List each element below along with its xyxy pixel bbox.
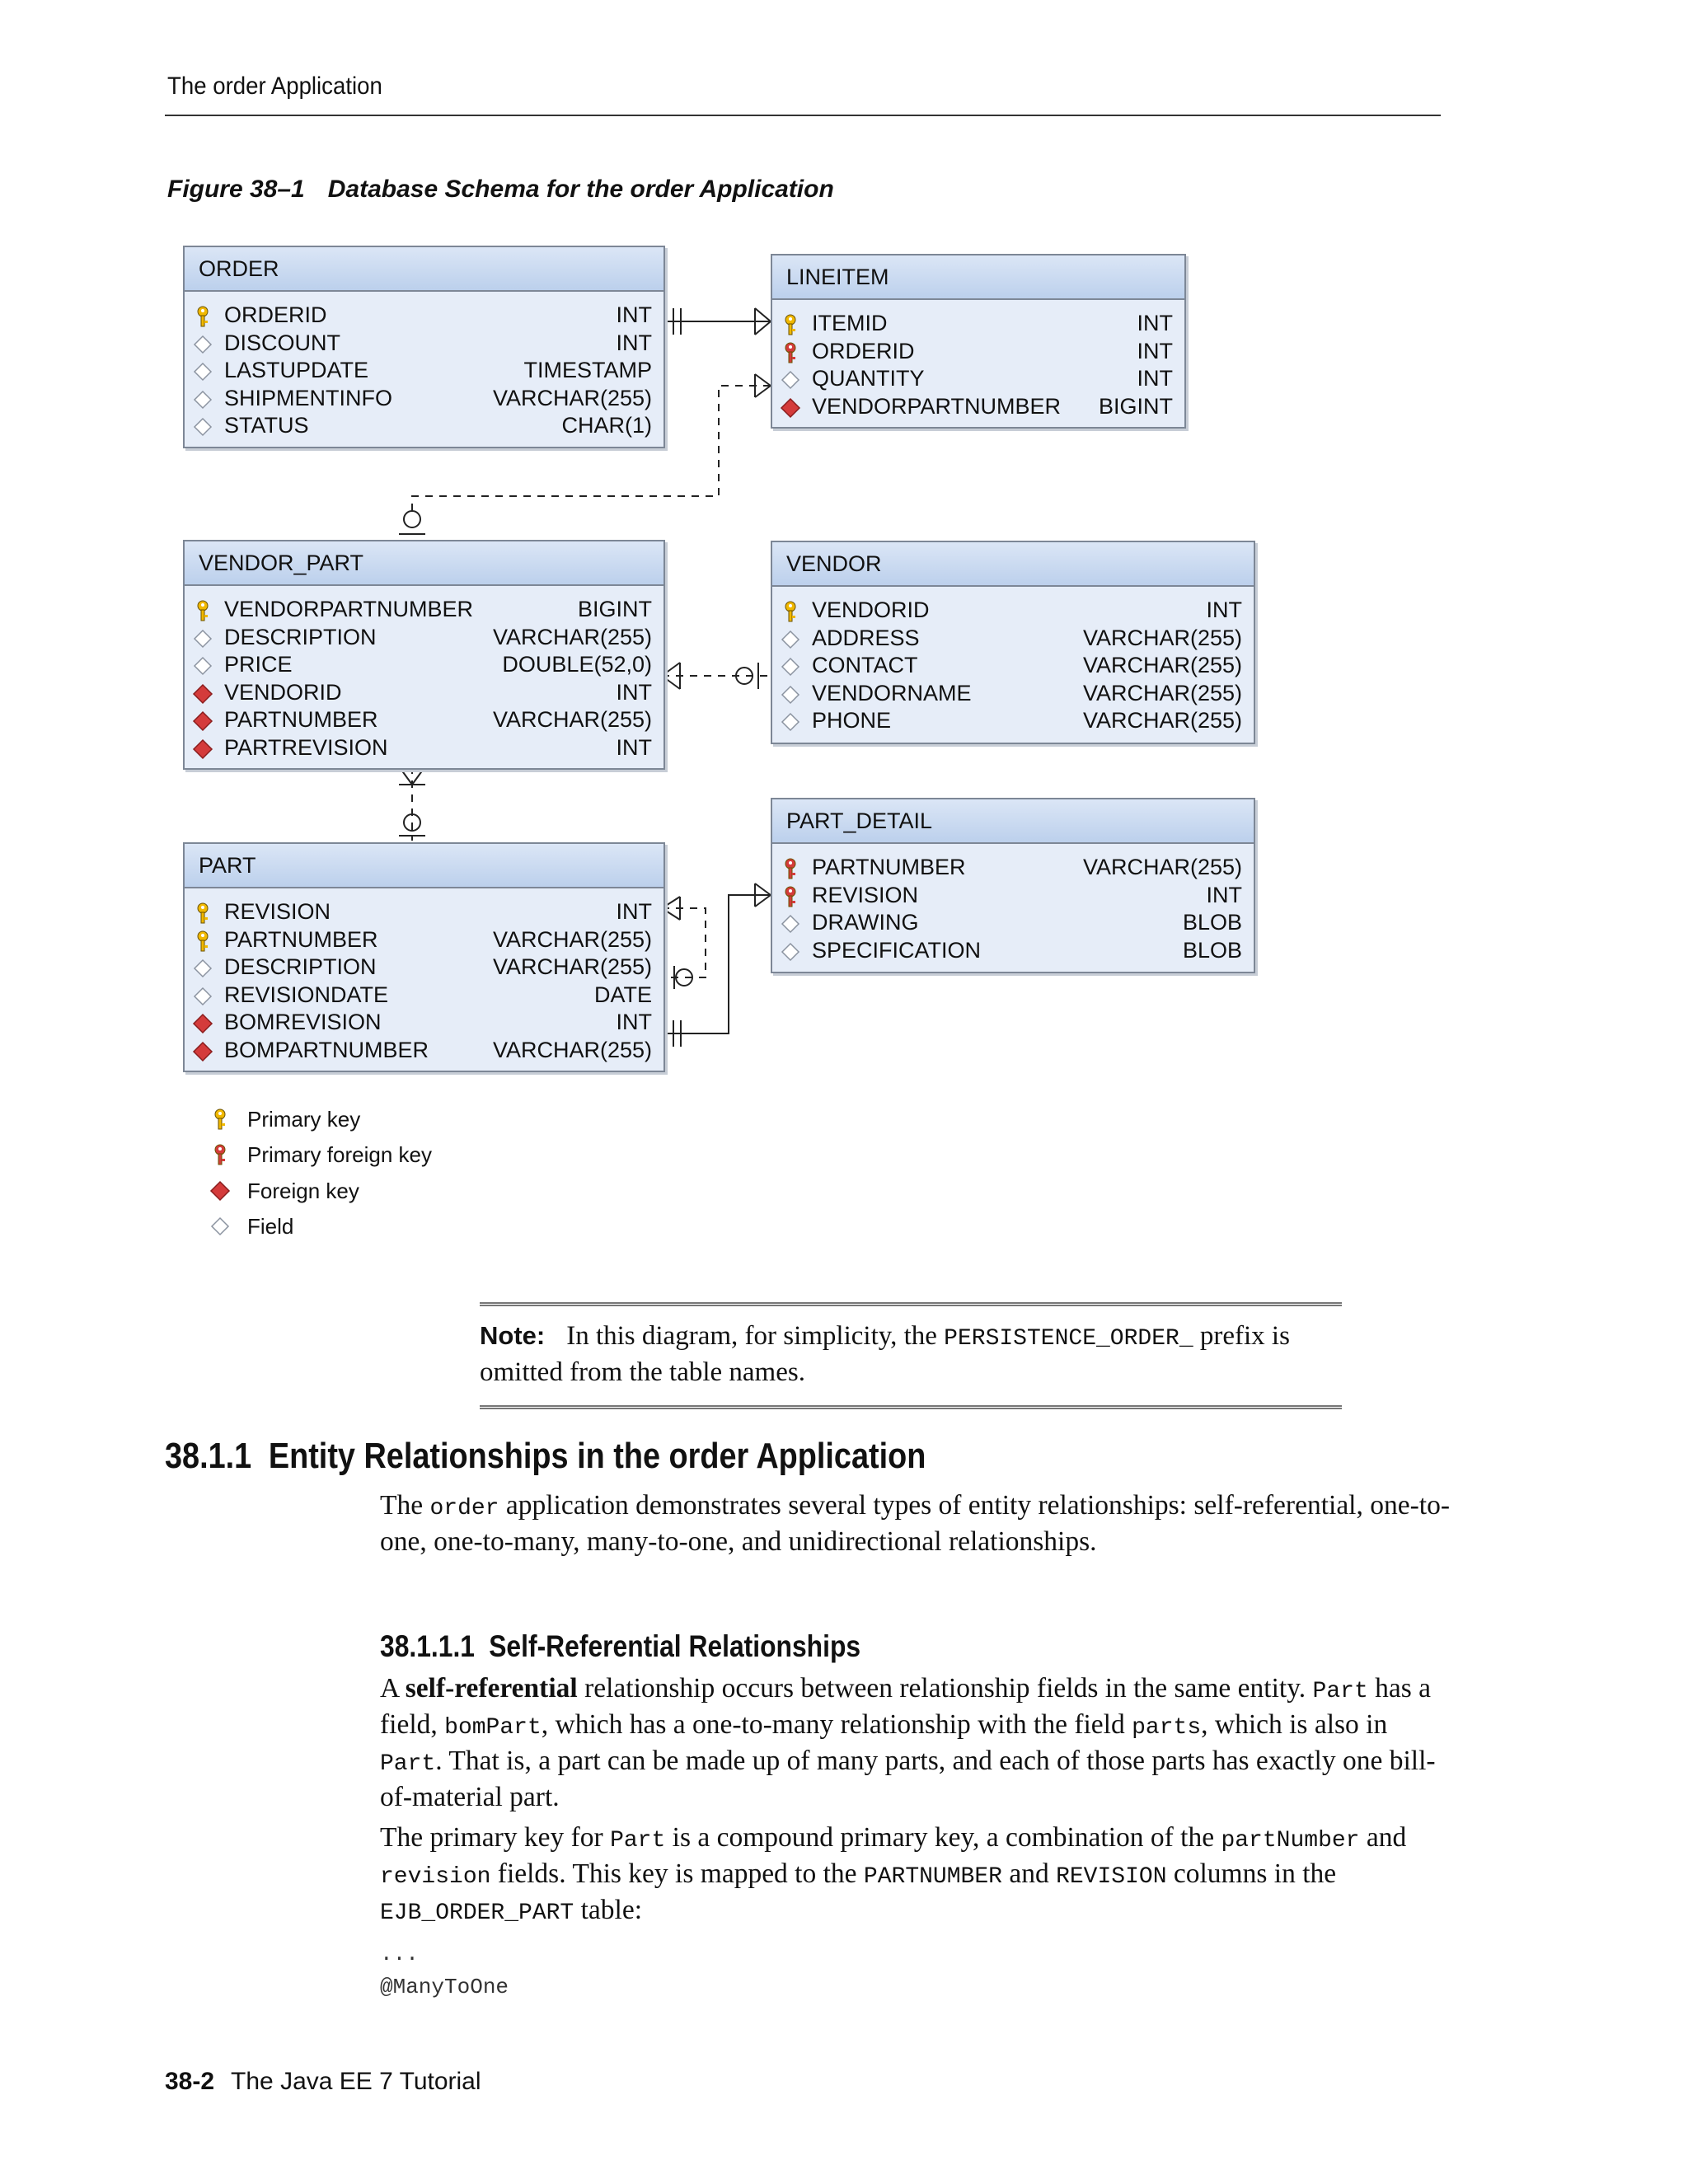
column-type: DATE [593, 982, 652, 1007]
table-order [183, 246, 665, 448]
legend-label: Primary key [247, 1107, 361, 1132]
table-order-name: ORDER [185, 247, 663, 292]
self-referential-paragraph: A self-referential relationship occurs between relationship fields in the same entity. Part has a field, bomPart, which has a one-to-many relationship with the field parts, which is also in Part. That is, a part can be made up of many parts, and each of those parts has exactly one bill-of-material part. [380, 1673, 1436, 1812]
column-type: TIMESTAMP [523, 358, 652, 383]
inline-code: order [429, 1496, 499, 1521]
table-lineitem-name: LINEITEM [772, 255, 1184, 300]
column-name: ORDERID [812, 338, 915, 363]
inline-code: Part [610, 1828, 666, 1854]
primary-key-paragraph: The primary key for Part is a compound primary key, a combination of the partNumber and revision fields. This key is mapped to the PARTNUMBER and REVISION columns in the EJB_ORDER_PART table: [380, 1822, 1407, 1926]
inline-code: EJB_ORDER_PART [380, 1900, 574, 1926]
table-vendor [771, 541, 1255, 744]
column-name: PRICE [224, 652, 293, 677]
column-type: BLOB [1182, 910, 1242, 935]
primary-key-icon [780, 314, 801, 335]
primary-key-icon [780, 601, 801, 622]
column-name: QUANTITY [812, 366, 925, 391]
figure-number: Figure 38–1 [167, 176, 305, 203]
table-part-name: PART [185, 844, 663, 888]
column-type: INT [1137, 311, 1173, 335]
section-title: Entity Relationships in the order Application [268, 1436, 926, 1476]
column-name: LASTUPDATE [224, 358, 369, 383]
table-column-row [772, 393, 1184, 421]
primary-key-icon [209, 1108, 231, 1130]
column-type: VARCHAR(255) [1082, 680, 1242, 705]
column-type: VARCHAR(255) [492, 1037, 652, 1062]
column-type: VARCHAR(255) [492, 385, 652, 410]
field-icon [780, 684, 801, 705]
part-partdetail-connector [662, 895, 771, 1033]
column-name: SPECIFICATION [812, 937, 982, 963]
table-column-row [772, 854, 1254, 882]
column-type: INT [1206, 598, 1242, 622]
field-icon [192, 958, 213, 979]
legend-label: Primary foreign key [247, 1142, 432, 1168]
table-column-row [185, 926, 663, 954]
field-icon [192, 389, 213, 410]
book-title: The Java EE 7 Tutorial [231, 2068, 481, 2095]
table-column-row [185, 679, 663, 707]
note-label: Note: [480, 1321, 546, 1350]
legend-label: Foreign key [247, 1178, 359, 1203]
inline-code: revision [380, 1864, 491, 1890]
inline-code: Part [380, 1751, 436, 1777]
table-column-row [772, 338, 1184, 366]
table-vendor-name: VENDOR [772, 542, 1254, 587]
column-name: REVISIONDATE [224, 982, 389, 1007]
subsection-title: Self-Referential Relationships [489, 1629, 861, 1663]
column-name: CONTACT [812, 653, 918, 678]
column-name: SHIPMENTINFO [224, 385, 393, 410]
code-block [380, 1938, 509, 2004]
table-column-row [772, 707, 1254, 735]
column-type: INT [616, 679, 652, 705]
inline-code: partNumber [1221, 1828, 1360, 1854]
table-column-row [772, 882, 1254, 910]
code-line: @ManyToOne [380, 1975, 509, 1999]
column-type: VARCHAR(255) [492, 954, 652, 980]
field-icon [192, 628, 213, 649]
column-name: VENDORNAME [812, 680, 972, 705]
primary-key-icon [192, 930, 213, 952]
column-type: VARCHAR(255) [1082, 708, 1242, 733]
primary-key-icon [192, 902, 213, 924]
column-name: PARTREVISION [224, 734, 388, 760]
column-type: INT [616, 734, 652, 760]
column-name: ITEMID [812, 311, 888, 335]
field-icon [780, 369, 801, 391]
table-column-row [185, 651, 663, 679]
legend-label: Field [247, 1214, 294, 1240]
page-footer [165, 2068, 481, 2096]
table-column-row [772, 680, 1254, 708]
table-column-row [185, 982, 663, 1010]
column-name: BOMPARTNUMBER [224, 1037, 429, 1062]
note-text [480, 1319, 1342, 1389]
column-type: BLOB [1182, 937, 1242, 963]
part-self-connector [662, 908, 706, 977]
column-type: BIGINT [577, 597, 652, 621]
column-name: REVISION [224, 899, 331, 924]
column-name: ORDERID [224, 302, 327, 327]
table-column-row [772, 909, 1254, 937]
field-icon [192, 986, 213, 1007]
foreign-key-icon [192, 1041, 213, 1062]
column-name: BOMREVISION [224, 1010, 382, 1035]
bold-term: self-referential [405, 1673, 578, 1704]
subsection-number: 38.1.1.1 [380, 1629, 476, 1663]
table-column-row [185, 624, 663, 652]
foreign-key-icon [192, 738, 213, 760]
inline-code: bomPart [444, 1715, 542, 1741]
column-name: PARTNUMBER [224, 707, 378, 733]
foreign-key-icon [780, 397, 801, 419]
primary-foreign-key-icon [780, 858, 801, 879]
running-head: The order Application [167, 73, 382, 100]
column-type: CHAR(1) [561, 413, 652, 438]
inline-code: PARTNUMBER [863, 1864, 1002, 1890]
column-name: ADDRESS [812, 625, 920, 650]
code-line: ... [380, 1942, 419, 1966]
column-name: PARTNUMBER [224, 926, 378, 952]
column-name: PHONE [812, 708, 892, 733]
inline-code: parts [1132, 1715, 1202, 1741]
column-type: VARCHAR(255) [492, 624, 652, 649]
field-icon [780, 913, 801, 935]
primary-foreign-key-icon [780, 886, 801, 907]
column-type: VARCHAR(255) [1082, 653, 1242, 678]
field-icon [780, 941, 801, 963]
column-type: VARCHAR(255) [492, 926, 652, 952]
column-name: VENDORPARTNUMBER [812, 393, 1062, 419]
table-part-detail-name: PART_DETAIL [772, 799, 1254, 844]
table-part-detail [771, 798, 1255, 973]
foreign-key-icon [192, 1013, 213, 1034]
table-column-row [772, 310, 1184, 338]
field-icon [192, 334, 213, 355]
column-name: VENDORPARTNUMBER [224, 597, 474, 621]
zero-optional-marker [404, 511, 420, 527]
note-text-part: In this diagram, for simplicity, the [566, 1321, 945, 1351]
subsection-heading [380, 1629, 860, 1664]
column-type: INT [1137, 366, 1173, 391]
table-column-row [185, 954, 663, 982]
column-type: INT [616, 330, 652, 355]
column-type: INT [1206, 882, 1242, 907]
primary-foreign-key-icon [780, 342, 801, 363]
field-icon [209, 1216, 231, 1237]
field-icon [780, 656, 801, 677]
table-column-row [772, 597, 1254, 625]
foreign-key-icon [192, 710, 213, 732]
section-number: 38.1.1 [165, 1436, 252, 1476]
table-part [183, 842, 665, 1072]
foreign-key-icon [209, 1180, 231, 1202]
table-column-row [185, 706, 663, 734]
table-column-row [185, 385, 663, 413]
column-name: VENDORID [812, 598, 930, 622]
column-name: VENDORID [224, 679, 342, 705]
table-column-row [772, 937, 1254, 965]
table-column-row [185, 734, 663, 762]
column-name: DISCOUNT [224, 330, 340, 355]
table-column-row [185, 412, 663, 440]
table-column-row [772, 625, 1254, 653]
page-number: 38-2 [165, 2068, 215, 2095]
inline-code: REVISION [1056, 1864, 1167, 1890]
table-lineitem [771, 254, 1186, 429]
note-box [480, 1302, 1342, 1409]
table-vendor-part [183, 540, 665, 770]
field-icon [780, 711, 801, 733]
primary-key-icon [192, 600, 213, 621]
column-type: INT [616, 302, 652, 327]
column-type: VARCHAR(255) [492, 707, 652, 733]
column-type: INT [616, 1010, 652, 1035]
field-icon [192, 655, 213, 677]
column-type: VARCHAR(255) [1082, 855, 1242, 879]
column-name: STATUS [224, 413, 309, 438]
field-icon [192, 416, 213, 438]
column-type: VARCHAR(255) [1082, 625, 1242, 650]
figure-title: Database Schema for the order Application [327, 176, 834, 203]
note-text-part: prefix is omitted from the table names. [480, 1321, 1290, 1387]
column-type: BIGINT [1098, 393, 1173, 419]
primary-key-icon [192, 306, 213, 327]
table-column-row [772, 652, 1254, 680]
table-column-row [185, 596, 663, 624]
column-type: DOUBLE(52,0) [502, 652, 652, 677]
table-column-row [185, 330, 663, 358]
column-name: DESCRIPTION [224, 624, 377, 649]
table-column-row [772, 365, 1184, 393]
column-name: DESCRIPTION [224, 954, 377, 980]
field-icon [192, 361, 213, 382]
table-column-row [185, 1037, 663, 1065]
column-type: INT [1137, 338, 1173, 363]
table-column-row [185, 1009, 663, 1037]
table-column-row [185, 302, 663, 330]
table-column-row [185, 898, 663, 926]
field-icon [780, 629, 801, 650]
note-code: PERSISTENCE_ORDER_ [944, 1326, 1193, 1352]
table-vendor-part-name: VENDOR_PART [185, 541, 663, 586]
column-name: REVISION [812, 882, 919, 907]
column-type: INT [616, 899, 652, 924]
column-name: PARTNUMBER [812, 855, 966, 879]
intro-paragraph: The order application demonstrates several types of entity relationships: self-referential, one-to-one, one-to-many, many-to-one, and unidirectional relationships. [380, 1490, 1450, 1557]
primary-foreign-key-icon [209, 1144, 231, 1165]
section-heading [165, 1436, 926, 1477]
foreign-key-icon [192, 683, 213, 705]
column-name: DRAWING [812, 910, 919, 935]
table-column-row [185, 357, 663, 385]
inline-code: Part [1312, 1679, 1368, 1704]
